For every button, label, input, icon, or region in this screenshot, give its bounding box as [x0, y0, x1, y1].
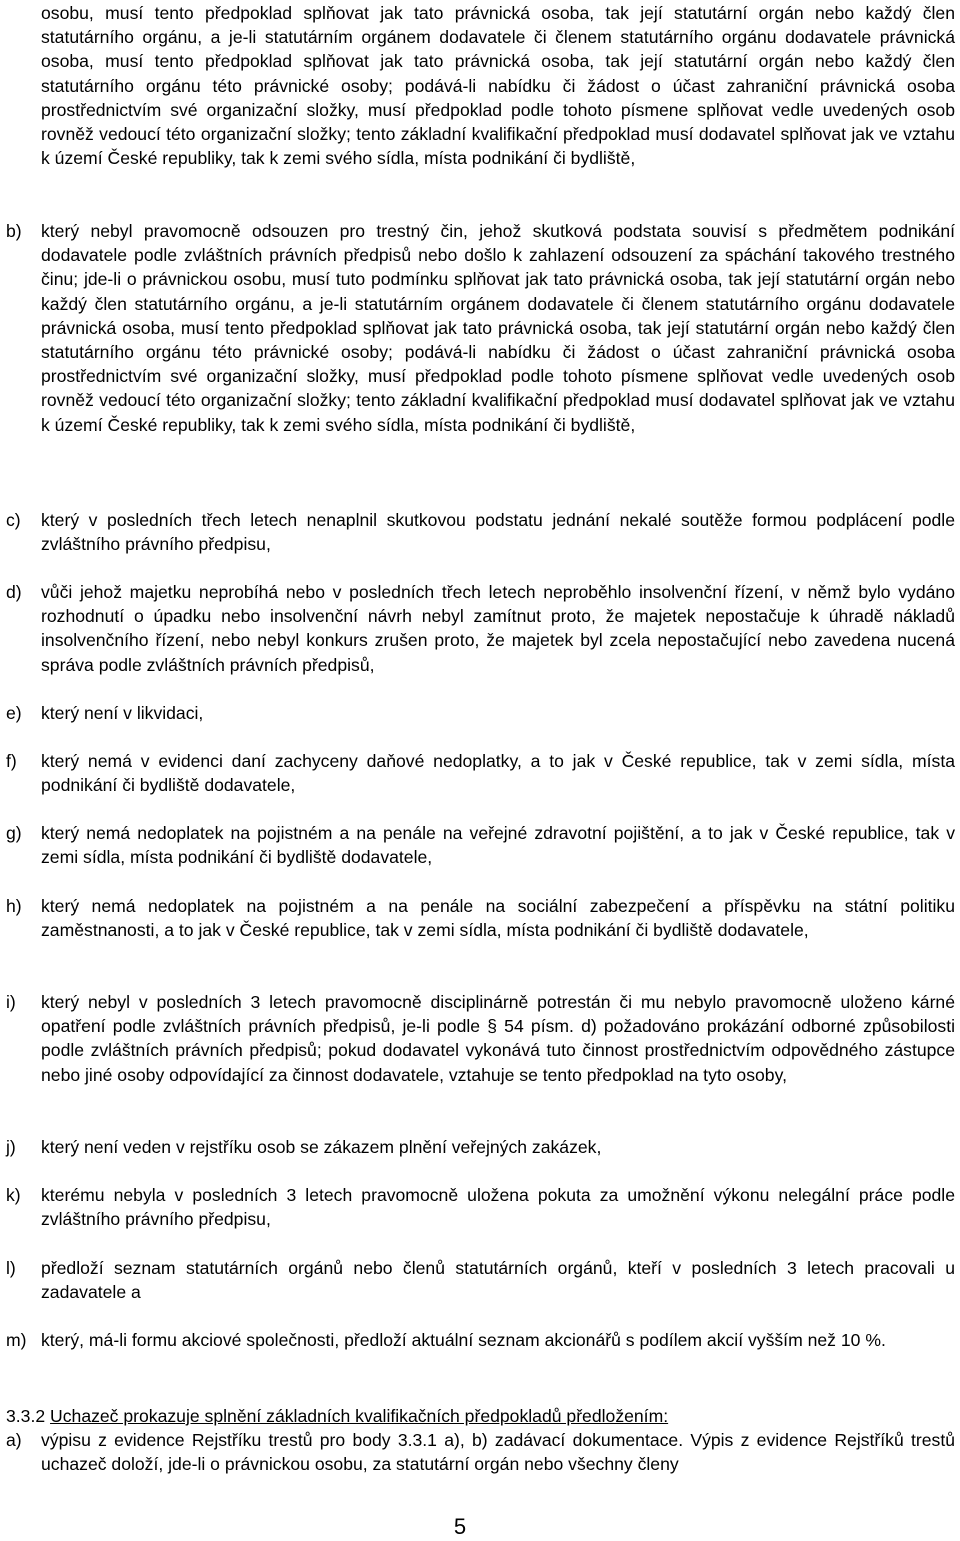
- list-item-h: [6, 894, 955, 942]
- subitem-text: výpisu z evidence Rejstříku trestů pro body 3.3.1 a), b) zadávací dokumentace. Výpis z evidence Rejstříků trestů uchazeč doloží, jde-li o právnickou osobu, za statutární orgán nebo všechny členy: [41, 1430, 955, 1475]
- list-item-l: [6, 1256, 955, 1304]
- list-item-label: e): [6, 703, 22, 723]
- list-item-c: [6, 508, 955, 556]
- list-item-text: kterému nebyla v posledních 3 letech pravomocně uložena pokuta za umožnění výkonu nelegální práce podle zvláštního právního předpisu,: [41, 1185, 955, 1230]
- list-item-text: který nebyl v posledních 3 letech pravomocně disciplinárně potrestán či mu nebylo pravomocně uloženo kárné opatření podle zvláštních právních předpisů, je-li podle § 54 písm. d) požadováno prokázání odborné způsobilosti podle zvláštních právních předpisů; pokud dodavatel vykonává tuto činnost prostřednictvím odpovědného zástupce nebo jiné osoby odpovídající za činnost dodavatele, vztahuje se tento předpoklad na tyto osoby,: [41, 992, 955, 1085]
- list-item-label: g): [6, 823, 22, 843]
- list-item-text: který v posledních třech letech nenaplnil skutkovou podstatu jednání nekalé soutěže formou podplácení podle zvláštního právního předpisu,: [41, 510, 955, 555]
- list-item-e: [6, 701, 955, 725]
- list-item-label: b): [6, 221, 22, 241]
- list-item-label: d): [6, 582, 22, 602]
- list-item-m: [6, 1328, 955, 1352]
- subitem-label: a): [6, 1430, 22, 1450]
- subitem-a: [6, 1428, 955, 1476]
- list-item-text: který není veden v rejstříku osob se zákazem plnění veřejných zakázek,: [41, 1137, 602, 1157]
- list-item-j: [6, 1135, 955, 1159]
- list-item-label: c): [6, 510, 21, 530]
- list-item-label: k): [6, 1185, 21, 1205]
- list-item-label: l): [6, 1258, 16, 1278]
- list-item-label: i): [6, 992, 16, 1012]
- list-item-label: m): [6, 1330, 27, 1350]
- list-item-text: který nebyl pravomocně odsouzen pro trestný čin, jehož skutková podstata souvisí s předmětem podnikání dodavatele podle zvláštních právních předpisů nebo došlo k zahlazení odsouzení za spáchání takového trestného činu; jde-li o právnickou osobu, musí tuto podmínku splňovat jak tato právnická osoba, tak její statutární orgán nebo každý člen statutárního orgánu, a je-li statutárním orgánem dodavatele či členem statutárního orgánu dodavatele právnická osoba, musí tento předpoklad splňovat jak tato právnická osoba, tak její statutární orgán nebo každý člen statutárního orgánu této právnické osoby; podává-li nabídku či žádost o účast zahraniční právnická osoba prostřednictvím své organizační složky, musí předpoklad podle tohoto písmene splňovat vedle uvedených osob rovněž vedoucí této organizační složky; tento základní kvalifikační předpoklad musí dodavatel splňovat jak ve vztahu k území České republiky, tak k zemi svého sídla, místa podnikání či bydliště,: [41, 221, 955, 435]
- list-item-b: [6, 219, 955, 437]
- list-item-text: předloží seznam statutárních orgánů nebo členů statutárních orgánů, kteří v posledních 3 letech pracovali u zadavatele a: [41, 1258, 955, 1303]
- list-item-label: j): [6, 1137, 16, 1157]
- list-item-text: který nemá nedoplatek na pojistném a na penále na sociální zabezpečení a příspěvku na státní politiku zaměstnanosti, a to jak v České republice, tak v zemi sídla, místa podnikání či bydliště dodavatele,: [41, 896, 955, 941]
- section-heading: [6, 1404, 955, 1428]
- list-item-k: [6, 1183, 955, 1231]
- list-item-text: který nemá nedoplatek na pojistném a na penále na veřejné zdravotní pojištění, a to jak v České republice, tak v zemi sídla, místa podnikání či bydliště dodavatele,: [41, 823, 955, 868]
- list-item-text: který není v likvidaci,: [41, 703, 204, 723]
- list-item-g: [6, 821, 955, 869]
- list-item-label: f): [6, 751, 17, 771]
- section-number: 3.3.2: [6, 1406, 46, 1426]
- list-item-text: který, má-li formu akciové společnosti, předloží aktuální seznam akcionářů s podílem akcií vyšším než 10 %.: [41, 1330, 886, 1350]
- list-item-text: vůči jehož majetku neprobíhá nebo v posledních třech letech neproběhlo insolvenční řízení, v němž bylo vydáno rozhodnutí o úpadku nebo insolvenční návrh nebyl zamítnut proto, že majetek nepostačuje k úhradě nákladů insolvenčního řízení, nebo nebyl konkurs zrušen proto, že majetek byl zcela nepostačující nebo zavedena nucená správa podle zvláštních právních předpisů,: [41, 582, 955, 675]
- section-title: Uchazeč prokazuje splnění základních kvalifikačních předpokladů předložením:: [50, 1406, 669, 1426]
- list-item-d: [6, 580, 955, 677]
- page-number: 5: [453, 1514, 467, 1539]
- list-item-f: [6, 749, 955, 797]
- continuation-paragraph: osobu, musí tento předpoklad splňovat jak tato právnická osoba, tak její statutární orgán nebo každý člen statutárního orgánu, a je-li statutárním orgánem dodavatele či členem statutárního orgánu dodavatele právnická osoba, musí tento předpoklad splňovat jak tato právnická osoba, tak její statutární orgán nebo každý člen statutárního orgánu této právnické osoby; podává-li nabídku či žádost o účast zahraniční právnická osoba prostřednictvím své organizační složky, musí předpoklad podle tohoto písmene splňovat vedle uvedených osob rovněž vedoucí této organizační složky; tento základní kvalifikační předpoklad musí dodavatel splňovat jak ve vztahu k území České republiky, tak k zemi svého sídla, místa podnikání či bydliště,: [41, 3, 955, 169]
- list-item-i: [6, 990, 955, 1087]
- list-item-label: h): [6, 896, 22, 916]
- list-item-text: který nemá v evidenci daní zachyceny daňové nedoplatky, a to jak v České republice, tak v zemi sídla, místa podnikání či bydliště dodavatele,: [41, 751, 955, 796]
